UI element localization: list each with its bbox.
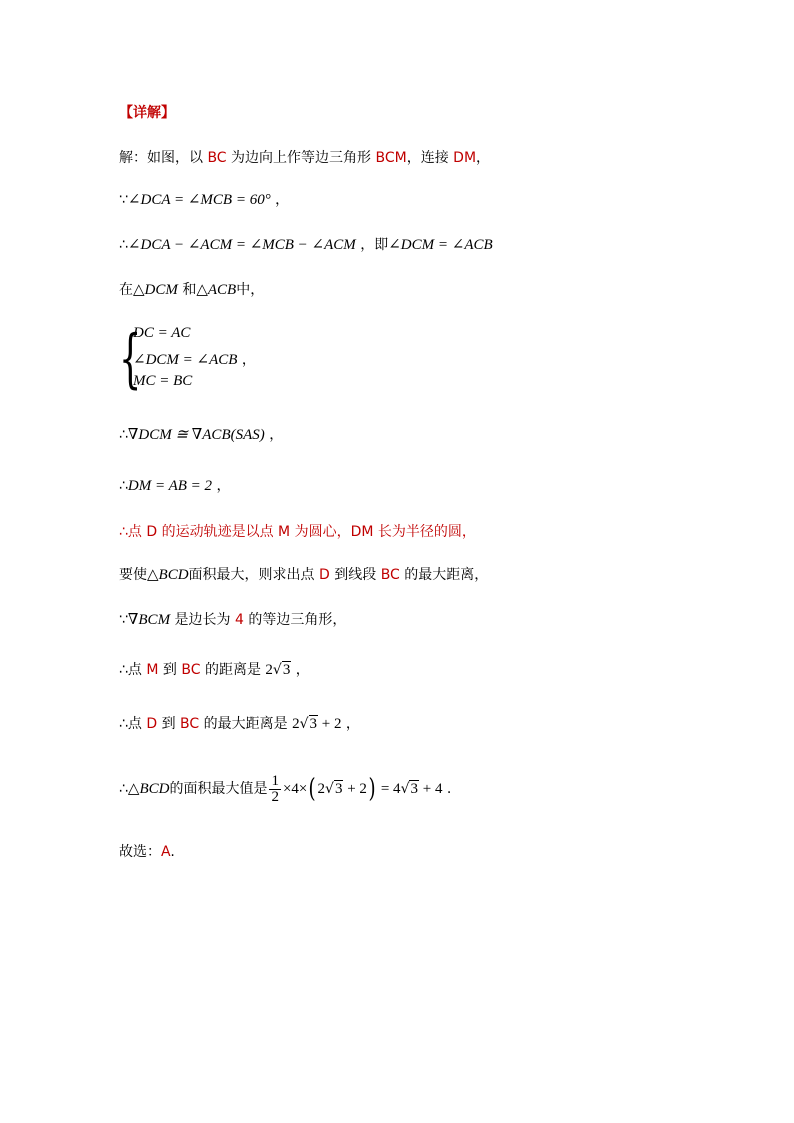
line-equilateral [119,610,346,630]
label-dm: DM [453,150,477,166]
text: . [442,781,452,797]
math-expr: + 2 [318,716,342,732]
text: 为边向上作等边三角形 [226,150,376,166]
line-angle-equal [119,190,289,210]
text: 要使 [119,567,147,583]
line-congruent [119,425,283,445]
math-expr: ∠DCA = ∠MCB = 60° [127,192,271,208]
line-answer [119,842,175,862]
label-dm: DM [350,524,374,540]
text: ， [476,150,491,166]
radicand: 3 [309,716,318,732]
text: 到 [157,716,181,732]
number: 4 [234,612,244,628]
text: 到 [158,662,182,678]
text: 面积最大，则求出点 [188,567,319,583]
label-d: D [146,716,158,732]
math-expr: ×4× [282,781,308,797]
text: 的等边三角形， [243,612,347,628]
text: ， [237,352,256,368]
text: 的最大距离， [399,567,489,583]
label-d: D [146,524,158,540]
label-m: M [278,524,291,540]
radicand: 3 [334,781,343,797]
text: 的面积最大值是 [169,781,268,797]
math-expr: ∇DCM ≅ ∇ACB [127,427,231,443]
text: 长为半径的圆， [373,524,476,540]
sqrt-symbol: √ [325,781,334,797]
text: 的距离是 [200,662,266,678]
math-expr: △BCD [147,567,189,583]
math-expr: ∠DCM = ∠ACB [133,352,238,368]
therefore-symbol: ∴ [119,237,128,253]
label-m: M [146,662,159,678]
right-paren: ) [368,774,376,804]
fraction-denominator: 2 [271,788,279,805]
line-construction [119,148,490,168]
math-expr: △DCM [133,282,178,298]
text: ∴点 [119,524,147,540]
radicand: 3 [282,662,291,678]
math-expr: (SAS) [230,427,265,443]
system-row-1: DC = AC [133,325,191,341]
radicand: 3 [410,781,418,797]
line-angle-subtract [119,235,493,255]
math-expr: ∠DCA − ∠ACM = ∠MCB − ∠ACM [127,237,356,253]
math-expr: + 2 [343,781,367,797]
math-expr: ∇BCM [127,612,171,628]
label-d: D [319,567,330,583]
therefore-symbol: ∴ [119,427,128,443]
therefore-symbol: ∴ [119,781,128,797]
sqrt-symbol: √ [272,662,282,678]
label-bc: BC [380,567,400,583]
label-bc: BC [207,150,227,166]
section-heading: 【详解】 [119,105,175,121]
text: ，连接 [406,150,454,166]
system-row-3: MC = BC [133,373,193,389]
text: 是边长为 [170,612,235,628]
because-symbol: ∵ [119,192,128,208]
text: ， [212,478,231,494]
therefore-symbol: ∴ [119,478,128,494]
system-brace: { [119,322,142,396]
math-expr: DM = AB = 2 [127,478,213,494]
fraction-numerator: 1 [271,772,279,789]
text: 解：如图，以 [119,150,208,166]
left-paren: ( [308,774,317,804]
line-dm-ab [119,476,231,496]
line-m-distance [119,660,310,680]
math-expr: ∠DCM = ∠ACB [388,237,493,253]
text: ， [291,662,310,678]
text: . [170,844,175,860]
text: 和 [177,282,197,298]
line-triangles [119,280,264,300]
math-expr: △BCD [127,781,170,797]
text: 的最大距离是 [199,716,293,732]
text: ∴点 [119,716,147,732]
text: 在 [119,282,133,298]
text: 为圆心， [290,524,351,540]
label-bc: BC [181,662,201,678]
line-max-area-value [119,772,451,806]
line-locus [119,522,476,542]
text: 中， [236,282,265,298]
fraction [269,774,281,805]
math-expr: 2 [265,662,273,678]
text: 到线段 [329,567,381,583]
system-row-2 [133,349,256,369]
answer-choice: A [161,844,171,860]
text: 的运动轨迹是以点 [157,524,279,540]
sqrt-symbol: √ [299,716,309,732]
text: ，即 [355,237,389,253]
math-expr: 2 [292,716,300,732]
label-bc: BC [180,716,200,732]
text: 故选： [119,844,161,860]
math-expr: 2 [317,781,326,797]
sqrt-symbol: √ [400,781,410,797]
math-expr: + 4 [418,781,443,797]
text: ， [270,192,290,208]
math-expr: = 4 [377,781,401,797]
text: ， [341,716,360,732]
text: ， [264,427,284,443]
text: ∴点 [119,662,147,678]
label-bcm: BCM [375,150,407,166]
because-symbol: ∵ [119,612,128,628]
line-max-area-goal [119,565,488,585]
math-expr: △ACB [196,282,237,298]
line-d-max-distance [119,714,360,734]
